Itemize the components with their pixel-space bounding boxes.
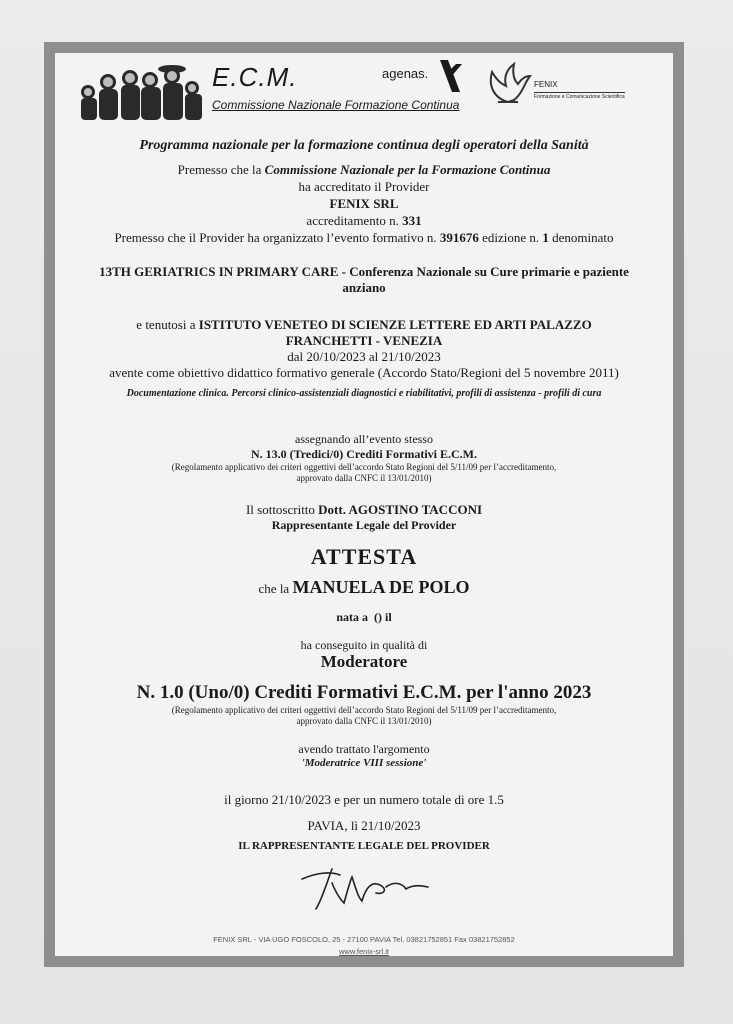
event-credits: N. 13.0 (Tredici/0) Crediti Formativi E.C.M. — [251, 447, 477, 461]
personal-regulation-line-2: approvato dalla CNFC il 13/01/2010) — [296, 716, 432, 726]
premise-line-1 — [56, 162, 672, 178]
edition-number: 1 — [542, 230, 549, 245]
event-organized-suffix: denominato — [548, 230, 614, 245]
event-organized-line — [56, 230, 672, 246]
educational-objective: avente come obiettivo didattico formativo generale (Accordo Stato/Regioni del 5 novembre 2011) — [109, 365, 619, 380]
accreditation-line — [56, 213, 672, 229]
agenas-x-mark — [436, 58, 464, 94]
place-date-line: PAVIA, lì 21/10/2023 — [307, 818, 421, 833]
handwritten-signature — [296, 859, 436, 919]
venue-name: ISTITUTO VENETEO DI SCIENZE LETTERE ED ARTI PALAZZO — [198, 317, 592, 332]
objective-detail: Documentazione clinica. Percorsi clinico-assistenziali diagnostici e riabilitativi, profili di assistenza - profili di cura — [126, 388, 602, 399]
recipient-prefix: che la — [258, 581, 293, 596]
event-number: 391676 — [439, 230, 479, 245]
event-title-line-2: anziano — [342, 280, 386, 295]
fenix-subtitle: Formazione e Comunicazione Scientifica — [534, 94, 625, 100]
footer-address: FENIX SRL - VIA UGO FOSCOLO, 25 - 27100 PAVIA Tel. 03821752851 Fax 03821752852 — [213, 935, 515, 944]
attesta-heading: ATTESTA — [310, 544, 418, 569]
event-title-line-1: 13TH GERIATRICS IN PRIMARY CARE - Conferenza Nazionale su Cure primarie e paziente — [99, 264, 629, 279]
topic-intro: avendo trattato l'argomento — [298, 742, 430, 756]
footer-website: www.fenix-srl.it — [338, 947, 389, 956]
premise-line-2: ha accreditato il Provider — [298, 179, 430, 194]
recipient-name: MANUELA DE POLO — [292, 577, 470, 597]
event-organized-prefix: Premesso che il Provider ha organizzato l’evento formativo n. — [114, 230, 440, 245]
signatory-role: Rappresentante Legale del Provider — [271, 518, 457, 532]
premise-prefix: Premesso che la — [177, 162, 265, 177]
commission-name: Commissione Nazionale per la Formazione Continua — [264, 162, 551, 177]
birth-line: nata a () il — [336, 610, 392, 624]
certificate-content — [56, 54, 672, 954]
venue-line-2: FRANCHETTI - VENEZIA — [285, 333, 443, 348]
agenas-logo-text: agenas. — [382, 66, 429, 81]
fenix-name: FENIX — [534, 80, 558, 89]
ecm-subtitle: Commissione Nazionale Formazione Continua — [212, 98, 460, 112]
ecm-logo-illustration — [76, 64, 206, 122]
venue-line-1 — [56, 317, 672, 333]
edition-label: edizione n. — [478, 230, 543, 245]
recipient-line — [56, 577, 672, 598]
topic-name: 'Moderatrice VIII sessione' — [301, 757, 427, 769]
event-regulation-line-1: (Regolamento applicativo dei criteri oggettivi dell’accordo Stato Regioni del 5/11/09 per l’accreditamento, — [171, 462, 557, 472]
program-title: Programma nazionale per la formazione continua degli operatori della Sanità — [139, 138, 589, 153]
venue-prefix: e tenutosi a — [136, 317, 199, 332]
personal-regulation-line-1: (Regolamento applicativo dei criteri oggettivi dell’accordo Stato Regioni del 5/11/09 per l’accreditamento, — [171, 705, 557, 715]
recipient-role: Moderatore — [320, 652, 408, 671]
event-dates: dal 20/10/2023 al 21/10/2023 — [287, 349, 441, 364]
ecm-title: E.C.M. — [212, 62, 298, 92]
signatory-prefix: Il sottoscritto — [245, 502, 319, 517]
signature-label: IL RAPPRESENTANTE LEGALE DEL PROVIDER — [238, 840, 490, 852]
accreditation-number: 331 — [402, 213, 422, 228]
event-regulation-line-2: approvato dalla CNFC il 13/01/2010) — [296, 473, 432, 483]
accreditation-label: accreditamento n. — [306, 213, 403, 228]
fenix-phoenix-logo — [484, 62, 532, 108]
date-hours-line: il giorno 21/10/2023 e per un numero totale di ore 1.5 — [224, 792, 504, 807]
provider-name: FENIX SRL — [329, 196, 399, 211]
credits-intro: assegnando all’evento stesso — [295, 432, 433, 446]
signatory-line — [56, 502, 672, 518]
signatory-name: Dott. AGOSTINO TACCONI — [318, 502, 483, 517]
achieved-line: ha conseguito in qualità di — [300, 638, 428, 652]
personal-credits: N. 1.0 (Uno/0) Crediti Formativi E.C.M. per l'anno 2023 — [136, 682, 592, 703]
